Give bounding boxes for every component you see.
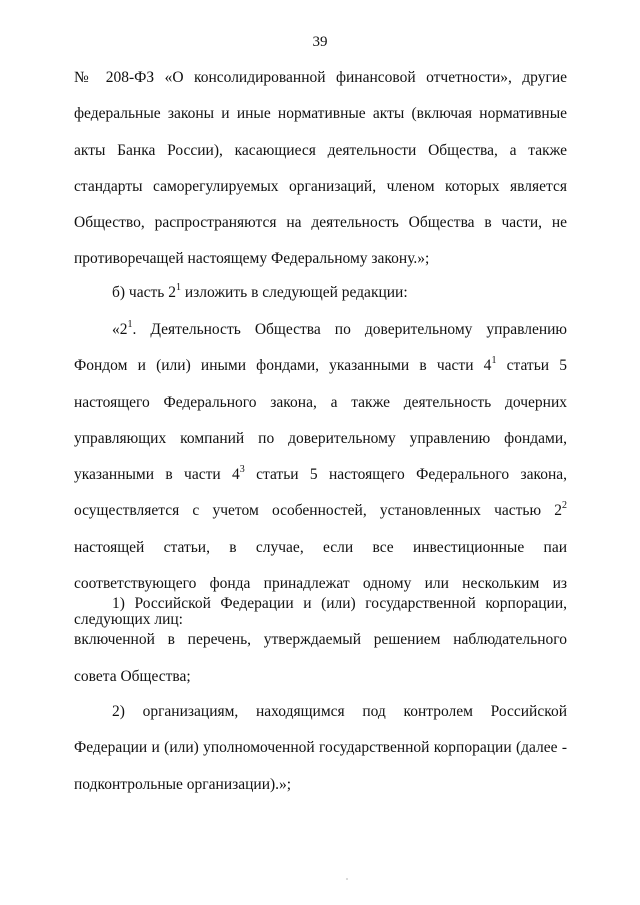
scan-speck	[346, 878, 348, 880]
paragraph-text: № 208-ФЗ «О консолидированной финансовой отчетности», другие федеральные законы и иные нормативные акты (включая нормативные акты Банка России), касающиеся деятельности Общества, а также стандарты саморегулируемых организаций, членом которых является Общество, распространяются на деятельность Общества в части, не противоречащей настоящему Федеральному закону.»;	[74, 69, 567, 268]
paragraph-text: . Деятельность Общества по доверительному управлению Фондом и (или) иными фондами, указанными в части 4	[74, 321, 567, 375]
paragraph-text: 2) организациям, находящимся под контролем Российской Федерации и (или) уполномоченной государственной корпорации (далее - подконтрольные организации).»;	[74, 703, 567, 793]
paragraph-text: 1) Российской Федерации и (или) государственной корпорации, включенной в перечень, утверждаемый решением наблюдательного совета Общества;	[74, 595, 567, 685]
superscript: 3	[239, 464, 245, 476]
list-item-2	[74, 694, 567, 803]
paragraph-text: статьи 5 настоящего Федерального закона, осуществляется с учетом особенностей, установленных частью 2	[74, 466, 567, 520]
paragraph-continuation	[74, 60, 567, 278]
paragraph-text: изложить в следующей редакции:	[180, 284, 408, 301]
superscript: 1	[491, 355, 497, 367]
list-item-1	[74, 586, 567, 695]
paragraph-amendment-intro	[74, 275, 567, 311]
paragraph-text: настоящей статьи, в случае, если все инвестиционные паи соответствующего фонда принадлежат одному или нескольким из следующих лиц:	[74, 538, 567, 629]
paragraph-text: «2	[112, 321, 128, 338]
page-number: 39	[312, 34, 328, 50]
paragraph-text: статьи 5 настоящего Федерального закона, а также деятельность дочерних управляющих компаний по доверительному управлению фондами, указанными в части 4	[74, 357, 567, 484]
superscript: 2	[562, 500, 567, 512]
superscript: 1	[127, 318, 133, 330]
superscript: 1	[175, 281, 181, 293]
paragraph-text: б) часть 2	[112, 284, 176, 301]
